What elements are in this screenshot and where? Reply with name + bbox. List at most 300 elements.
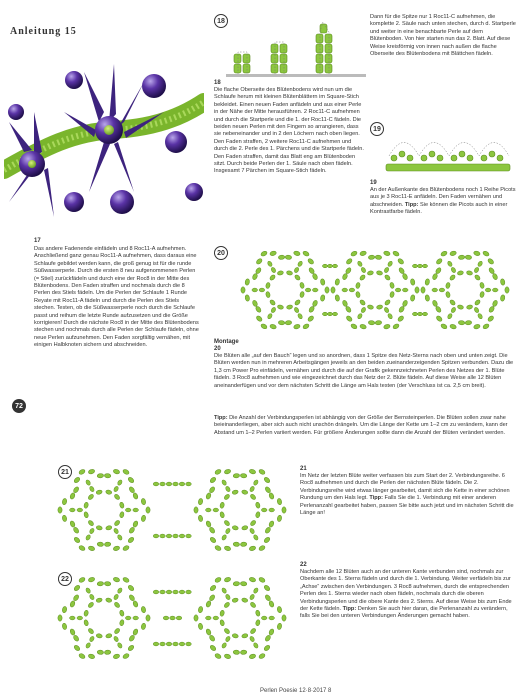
seed-bead [384,307,390,314]
seed-bead [282,507,286,513]
seed-bead [141,498,146,505]
seed-bead [133,508,139,512]
seed-bead [302,250,310,257]
seed-bead [224,653,231,659]
seed-bead [293,324,300,330]
seed-bead [225,594,231,601]
seed-bead [104,542,111,547]
seed-bead [439,288,445,292]
seed-bead [357,313,363,320]
seed-bead [186,482,192,486]
seed-bead [277,304,284,309]
seed-bead [263,536,271,543]
seed-bead [350,323,358,330]
seed-bead [119,502,124,509]
seed-bead [209,634,216,642]
seed-bead [62,606,67,613]
seed-bead [482,250,490,257]
seed-bead [214,576,222,583]
seed-bead [432,300,438,308]
seed-bead [305,288,311,292]
seed-bead [78,468,86,475]
step-20-diagram [225,244,520,338]
seed-bead [312,288,318,292]
seed-bead [312,300,318,308]
seed-bead [500,278,505,285]
seed-bead [449,274,456,281]
seed-bead [160,482,166,486]
seed-bead [219,619,224,626]
seed-bead [250,520,257,527]
seed-bead [387,260,393,267]
seed-bead [269,508,275,512]
seed-bead [269,324,276,330]
seed-bead [213,508,219,512]
seed-bead [350,250,358,257]
seed-bead [83,502,88,509]
seed-bead [269,274,276,281]
seed-bead [457,270,464,275]
seed-bead [105,633,112,638]
seed-bead [357,260,363,267]
seed-bead [153,590,159,594]
seed-bead [97,473,104,478]
seed-bead [104,473,111,478]
seed-bead [114,601,121,608]
seed-bead [482,323,490,330]
seed-bead [240,542,247,547]
seed-bead [440,250,448,257]
seed-bead [214,545,222,552]
seed-bead [73,644,81,651]
seed-bead [179,482,185,486]
seed-bead [487,258,495,265]
step-19-text [370,187,516,217]
section-heading: Anleitung 15 [10,26,77,37]
step-22-body: Nachdem alle 12 Blüten auch an der unteren Kante verbunden sind, nochmals zur Oberkante des 1. Sterns fädeln und durch die 1. Verbindung. Weiter verfädeln bis zur „Achse“ zwischen den Verbindungen. 3 Roc8 aufnehmen, durch die entsprechenden Perlen des 1. Sterns wieder nach oben fädeln, nochmals durch die oberen Verbindungsperlen und die obere Kante des 2. Sterns. Auf diese Weise bis zum Ende der Kette fädeln. [300,569,512,613]
seed-bead [77,508,83,512]
seed-bead [402,288,408,292]
seed-bead [87,601,94,608]
seed-bead [258,545,266,552]
seed-bead [104,650,111,655]
step-20-marker: 20 [214,246,228,260]
seed-bead [209,594,216,602]
seed-bead [214,653,222,660]
seed-bead [114,628,121,635]
seed-bead [83,619,88,626]
seed-bead [160,534,166,538]
seed-bead [269,299,276,306]
seed-bead [173,590,179,594]
seed-bead [255,619,260,626]
seed-bead [260,323,268,330]
seed-bead [376,304,383,309]
seed-bead [153,642,159,646]
seed-bead [349,288,355,292]
seed-bead [89,528,95,535]
seed-bead [224,469,231,475]
seed-bead [432,273,438,281]
seed-bead [83,511,88,518]
seed-bead [277,515,282,522]
seed-bead [299,291,304,298]
seed-bead [360,267,366,274]
seed-bead [425,294,430,301]
seed-bead [268,520,274,528]
seed-bead [422,312,427,316]
seed-bead [128,634,135,642]
seed-bead [132,628,138,636]
seed-bead [415,287,419,293]
step-22-tip-label: Tipp: [342,606,357,613]
seed-bead [249,653,256,659]
seed-bead [332,312,337,316]
seed-bead [412,312,417,316]
seed-bead [342,288,348,292]
seed-bead [487,315,495,322]
seed-bead [133,616,139,620]
montage-tip-label: Tipp: [214,415,228,421]
seed-bead [160,590,166,594]
seed-bead [209,584,217,591]
seed-bead [345,315,353,322]
seed-bead [258,653,266,660]
step-19-body: An der Außenkante des Blütenbodens noch 1 Reihe Picots aus je 3 Roc11-E anfädeln. Den Faden vernähen und abschneiden. [370,187,516,208]
seed-bead [83,610,88,617]
seed-bead [432,288,438,292]
seed-bead [278,320,285,325]
seed-bead [477,260,483,267]
seed-bead [127,644,135,651]
seed-bead [277,606,282,613]
step-18-number: 18 [214,80,221,86]
seed-bead [186,534,192,538]
seed-bead [299,282,304,289]
seed-bead [166,482,172,486]
seed-bead [367,304,374,309]
seed-bead [96,525,103,530]
seed-bead [223,601,230,608]
step-22-tip: Denken Sie auch hier daran, die Perlenanzahl zu verändern, falls Sie bei den unteren Verbindungen Änderungen gemacht haben. [300,606,508,620]
seed-bead [474,274,481,281]
step-21-tip: Falls Sie die 1. Verbindung mit einer anderen Perlenanzahl gearbeitet haben, passen Sie bitte auch jetzt und im nächsten Schritt die Länge an! [300,495,514,517]
seed-bead [223,493,230,500]
step-18-text: Die flache Oberseite des Blütenbodens wird nun um die Schlaufe herum mit kleinen Blütenblättern im Square-Stich bekleidet. Einen neuen Faden anfädeln und aus einer Perle in der Nähe der Mitte herausführen. 2 Roc11-C aufnehmen und durch die Startperle und die 1. der Roc11-C fädeln. Die beiden neuen Perlen mit den Fingern so arrangieren, dass sie nebeneinander und in 2 den Löchern nach oben liegen. Den Faden straffen, 2 weitere Roc11-C aufnehmen und durch die 2. Perle des 1. Pärchens und die Startperle fädeln. Den Faden straffen, damit das Blatt eng am Blütenboden sitzt. Durch beide Perlen der 1. Säule nach oben fädeln. Insgesamt 7 Pärchen im Square-Stich fädeln. [214,87,364,175]
seed-bead [392,323,400,330]
step-22-text [300,569,514,621]
seed-bead [260,250,268,257]
seed-bead [268,492,274,500]
seed-bead [141,606,146,613]
step-21-tip-label: Tipp: [369,495,383,502]
seed-bead [97,650,104,655]
seed-bead [252,273,258,281]
seed-bead [205,492,211,500]
seed-bead [492,300,498,308]
seed-bead [425,278,430,285]
seed-bead [249,577,256,583]
seed-bead [268,628,274,636]
seed-bead [355,291,360,298]
seed-bead [132,492,138,500]
seed-bead [141,623,146,630]
seed-bead [485,288,491,292]
seed-bead [327,312,332,316]
seed-bead [77,616,83,620]
seed-bead [263,476,271,483]
seed-bead [258,468,266,475]
seed-bead [233,473,240,478]
seed-bead [412,264,417,268]
seed-bead [359,274,366,281]
seed-bead [73,486,80,494]
seed-bead [117,642,123,649]
seed-bead [387,313,393,320]
seed-bead [219,502,224,509]
seed-bead [89,594,95,601]
seed-bead [417,264,422,268]
seed-bead [170,616,176,620]
seed-bead [253,479,259,486]
seed-bead [89,486,95,493]
seed-bead [294,299,301,306]
seed-bead [132,520,138,528]
seed-bead [173,534,179,538]
seed-bead [294,274,301,281]
seed-bead [258,576,266,583]
seed-bead [297,260,303,267]
seed-bead [492,273,498,281]
seed-bead [132,600,138,608]
montage-title: Montage [214,339,239,345]
seed-bead [198,606,203,613]
seed-bead [119,511,124,518]
seed-bead [205,628,211,636]
seed-bead [327,264,332,268]
seed-bead [355,282,360,289]
step-18-continued-text: Dann für die Spitze nur 1 Roc11-C aufnehmen, die komplette 2. Säule nach unten stechen, durch d. Startperle und weiter in eine benachbarte Perle auf dem Blütenboden. Von hier starten nun das 2. Blatt. Auf diese Weise kreisförmig von innen nach außen die flache Oberseite des Blütenbodens mit Blättchen fädeln. [370,14,516,58]
seed-bead [73,536,81,543]
seed-bead [277,498,282,505]
seed-bead [225,636,231,643]
seed-bead [383,250,390,256]
seed-bead [221,534,227,541]
seed-bead [450,307,456,314]
step-19-tip-label: Tipp: [404,201,419,208]
seed-bead [89,636,95,643]
seed-bead [223,628,230,635]
seed-bead [127,584,135,591]
seed-bead [73,594,80,602]
seed-bead [449,324,456,330]
seed-bead [250,628,257,635]
seed-bead [69,520,75,528]
seed-bead [312,273,318,281]
seed-bead [252,288,258,292]
seed-bead [186,590,192,594]
seed-bead [465,255,472,260]
seed-bead [209,536,217,543]
seed-bead [422,264,427,268]
seed-bead [505,287,509,293]
seed-bead [240,650,247,655]
seed-bead [58,615,62,621]
seed-bead [440,323,448,330]
seed-bead [293,250,300,256]
seed-bead [122,545,130,552]
seed-bead [105,525,112,530]
seed-bead [447,313,453,320]
seed-bead [286,270,293,275]
seed-bead [214,468,222,475]
seed-bead [249,486,255,493]
seed-bead [119,610,124,617]
seed-bead [88,469,95,475]
seed-bead [375,255,382,260]
seed-bead [265,291,270,298]
seed-bead [233,650,240,655]
seed-bead [198,498,203,505]
footer-magazine: Perlen Poesie 12·8·2017 8 [260,688,332,694]
seed-bead [335,294,340,301]
seed-bead [322,312,327,316]
seed-bead [125,616,131,620]
seed-bead [421,287,425,293]
seed-bead [270,307,276,314]
seed-bead [375,320,382,325]
seed-bead [128,594,135,602]
montage-tip [214,415,514,437]
seed-bead [255,502,260,509]
seed-bead [342,300,348,308]
seed-bead [410,278,415,285]
seed-bead [359,324,366,330]
seed-bead [85,479,91,486]
seed-bead [70,616,76,620]
seed-bead [359,299,366,306]
seed-bead [113,545,120,551]
seed-bead [264,486,271,494]
seed-bead [277,623,282,630]
seed-bead [209,486,216,494]
seed-bead [117,587,123,594]
seed-bead [465,320,472,325]
seed-bead [97,581,104,586]
seed-bead [223,520,230,527]
seed-bead [342,273,348,281]
seed-bead [261,508,267,512]
seed-bead [479,282,484,289]
step-18-marker: 18 [214,14,228,28]
seed-bead [179,590,185,594]
seed-bead [307,315,315,322]
seed-bead [389,282,394,289]
seed-bead [269,250,276,256]
seed-bead [479,291,484,298]
seed-bead [179,642,185,646]
seed-bead [250,493,257,500]
seed-bead [297,313,303,320]
seed-bead [173,642,179,646]
seed-bead [286,304,293,309]
seed-bead [88,653,95,659]
seed-bead [325,287,329,293]
seed-bead [259,288,265,292]
step-18-diagram [226,12,366,80]
seed-bead [240,581,247,586]
seed-bead [435,315,443,322]
step-17-number: 17 [34,238,41,244]
seed-bead [73,476,81,483]
seed-bead [268,600,274,608]
seed-bead [255,610,260,617]
seed-bead [245,294,250,301]
seed-bead [153,482,159,486]
seed-bead [85,642,91,649]
seed-bead [457,304,464,309]
seed-bead [269,616,275,620]
seed-bead [69,600,75,608]
seed-bead [492,288,498,292]
step-21-text [300,473,514,517]
seed-bead [113,594,119,601]
seed-bead [96,597,103,602]
step-19-number: 19 [370,180,377,186]
montage-text: Die Blüten alle „auf den Bauch“ legen und so anordnen, dass 1 Spitze des Netz-Sterns nach oben und unten zeigt. Die Blüten werden nun in mehreren Arbeitsgängen jeweils an den beiden zueinanderzeigenden Spitzen verbunden. Dazu die 1,3 cm Power Pro einfädeln, vernähen und durch die auf der Grafik gekennzeichneten Perlen des Netzes der 1. Blüte fädeln. 3 Roc8 aufnehmen und wie eingezeichnet durch das Netz der 2. Blüte fädeln. Auf diese Weise alle 12 Blüten aneinanderfügen und vor dem nächsten Schritt die Länge am Hals testen (der Verschluss ist ca. 2,5 cm breit). [214,353,514,389]
seed-bead [221,479,227,486]
seed-bead [88,545,95,551]
seed-bead [253,642,259,649]
seed-bead [397,258,405,265]
step-19-diagram [384,118,514,178]
seed-bead [285,320,292,325]
seed-bead [270,267,276,274]
seed-bead [186,642,192,646]
seed-bead [473,324,480,330]
seed-bead [225,528,231,535]
step-21-body: Im Netz der letzten Blüte weiter verfassen bis zum Start der 2. Verbindungsreihe. 6 Roc8 aufnehmen und durch die Perlen der nächsten Blüte fädeln. Die 2. Verbindungsreihe wird etwas länger gearbeitet, damit sich die Kette in einer schönen Rundung um den Hals legt. [300,473,510,502]
seed-bead [360,307,366,314]
seed-bead [96,489,103,494]
seed-bead [277,270,284,275]
seed-bead [458,255,465,260]
seed-bead [128,526,135,534]
seed-bead [224,545,231,551]
seed-bead [113,528,119,535]
seed-bead [113,653,120,659]
seed-bead [384,267,390,274]
seed-bead [397,315,405,322]
seed-bead [113,469,120,475]
seed-bead [249,469,256,475]
seed-bead [267,313,273,320]
seed-bead [367,270,374,275]
seed-bead [125,508,131,512]
seed-bead [78,576,86,583]
seed-bead [253,534,259,541]
seed-bead [163,616,169,620]
seed-bead [466,304,473,309]
seed-bead [105,489,112,494]
seed-bead [241,525,248,530]
seed-bead [331,287,335,293]
seed-bead [127,476,135,483]
seed-bead [166,534,172,538]
seed-bead [267,260,273,267]
seed-bead [173,482,179,486]
seed-bead [252,300,258,308]
